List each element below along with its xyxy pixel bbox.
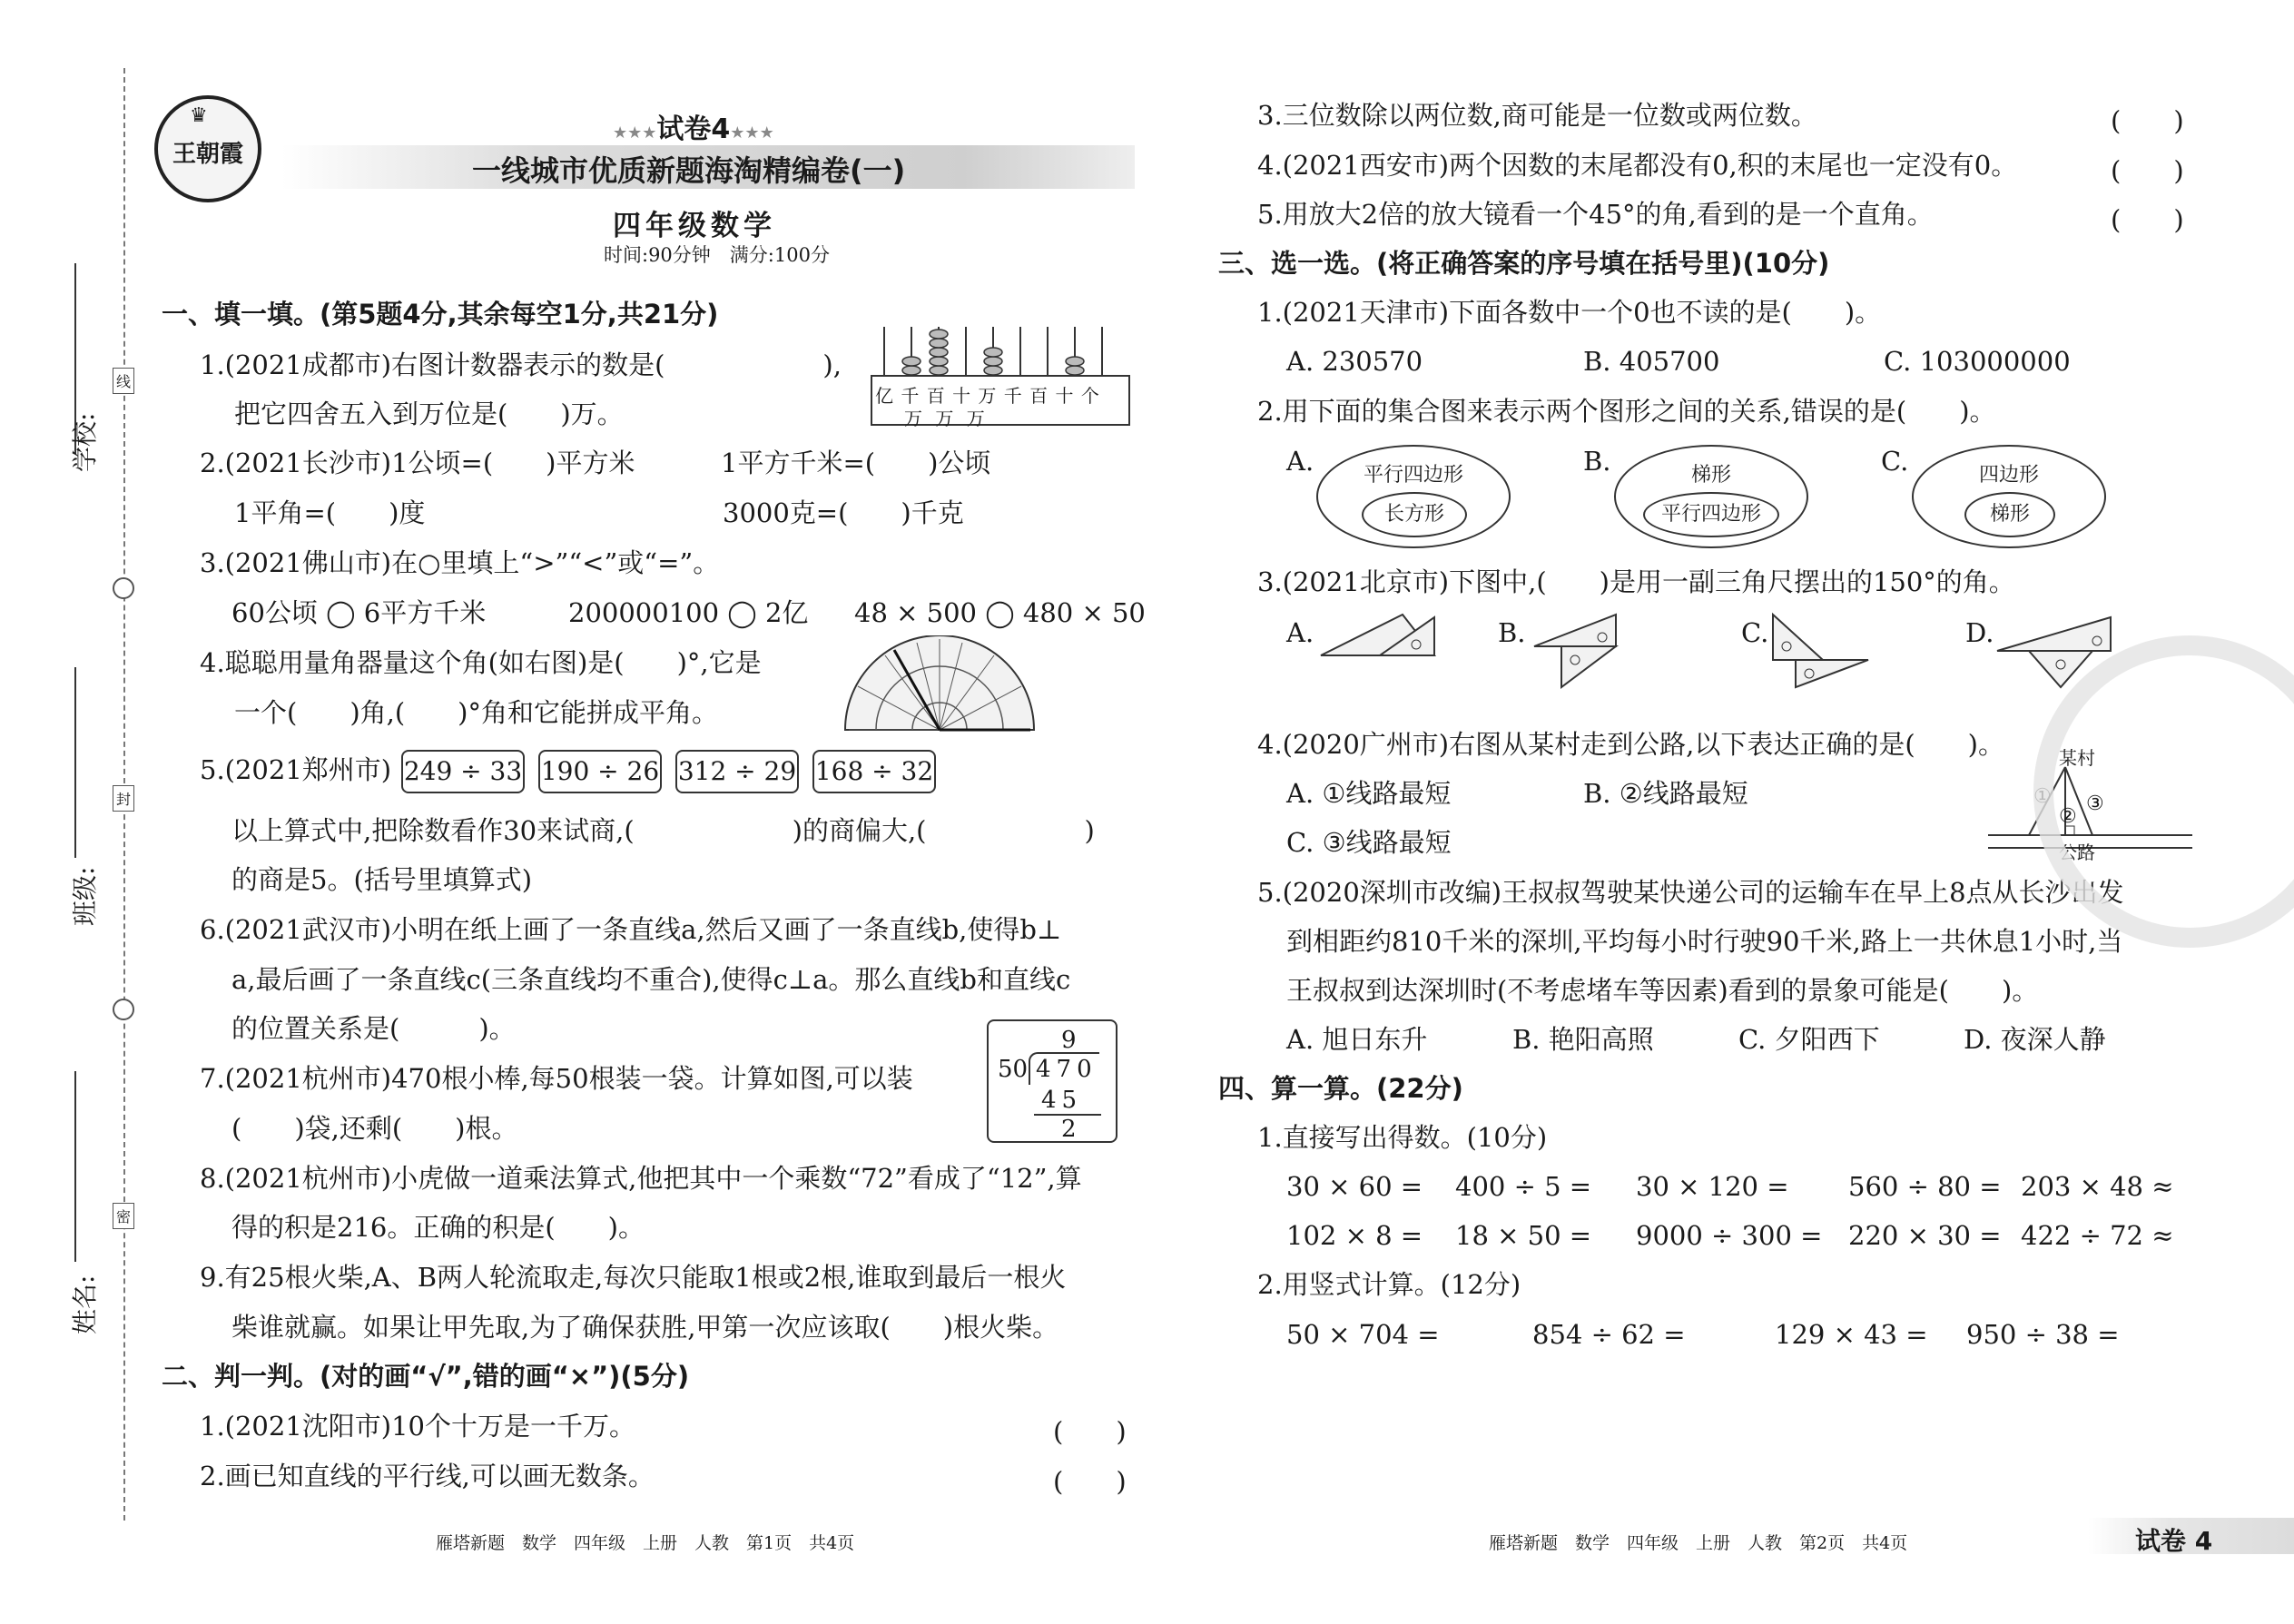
s1-q2-line2: 1平方千米=( )公顷 — [721, 448, 991, 478]
name-label: 姓名: — [70, 1275, 100, 1334]
s4-calc: 30 × 60 = — [1286, 1171, 1423, 1202]
crown-icon: ♛ — [190, 104, 208, 127]
s1-q3-item: 48 × 500 ◯ 480 × 50 — [854, 597, 1146, 628]
section4-title: 四、算一算。(22分) — [1218, 1073, 1463, 1104]
s1-q2-line3: 1平角=( )度 — [234, 497, 426, 528]
s4-calc: 129 × 43 = — [1775, 1319, 1928, 1350]
s2-q1-answer[interactable]: ( ) — [1053, 1416, 1127, 1447]
s1-q1-line2: 把它四舍五入到万位是( )万。 — [234, 399, 624, 429]
s2-q2-answer[interactable]: ( ) — [1053, 1466, 1127, 1497]
s3-q4-option[interactable]: C. ③线路最短 — [1286, 827, 1452, 858]
venn-outer-label: 梯形 — [1690, 464, 1731, 487]
s2-q4-answer[interactable]: ( ) — [2111, 155, 2184, 186]
s1-q5-box: 190 ÷ 26 — [538, 750, 662, 793]
route-label: ① — [2033, 785, 2052, 808]
s3-q1-option[interactable]: A. 230570 — [1286, 346, 1423, 377]
division-dividend: 470 — [1036, 1056, 1098, 1083]
s1-q7-line1: 7.(2021杭州市)470根小棒,每50根装一袋。计算如图,可以装 — [200, 1063, 913, 1094]
s4-calc: 50 × 704 = — [1286, 1319, 1440, 1350]
s1-q2-line4: 3000克=( )千克 — [723, 497, 964, 528]
s1-q6-line3: 的位置关系是( )。 — [231, 1013, 516, 1044]
set-square-figure-c — [1768, 610, 1886, 692]
s1-q5-box: 249 ÷ 33 — [401, 750, 525, 793]
school-label: 学校: — [70, 412, 100, 472]
venn-diagram-a — [1316, 445, 1511, 548]
venn-inner: 平行四边形 — [1643, 492, 1779, 537]
footer-right: 雁塔新题 数学 四年级 上册 人教 第2页 共4页 — [1489, 1533, 1908, 1553]
mark-seal: 封 — [113, 785, 134, 812]
protractor-svg — [840, 635, 1039, 735]
abacus-labels-top: 亿 千 百 十 万 千 百 十 个 — [875, 385, 1100, 407]
s3-q4-option[interactable]: B. ②线路最短 — [1583, 778, 1748, 809]
binding-hole-icon — [113, 999, 134, 1020]
mark-line: 线 — [113, 368, 134, 394]
s3-q1-option[interactable]: C. 103000000 — [1884, 346, 2071, 377]
s1-q7-line2: ( )袋,还剩( )根。 — [231, 1113, 518, 1144]
s1-q3-item: 200000100 ◯ 2亿 — [568, 597, 809, 628]
set-square-figure-b — [1525, 610, 1643, 692]
s4-calc: 854 ÷ 62 = — [1532, 1319, 1686, 1350]
s1-q9-line2: 柴谁就赢。如果让甲先取,为了确保获胜,甲第一次应该取( )根火柴。 — [231, 1312, 1059, 1343]
s4-part1: 1.直接写出得数。(10分) — [1257, 1122, 1548, 1153]
s2-q3: 3.三位数除以两位数,商可能是一位数或两位数。 — [1257, 100, 1817, 131]
abacus-figure — [870, 320, 1133, 428]
s3-q2-option-label[interactable]: B. — [1583, 446, 1611, 477]
class-field[interactable] — [74, 667, 76, 858]
venn-diagram-b — [1614, 445, 1808, 548]
s1-q5-line3: 的商是5。(括号里填算式) — [231, 864, 533, 895]
s1-q8-line2: 得的积是216。正确的积是( )。 — [231, 1212, 645, 1243]
set-square-figure-a — [1316, 610, 1443, 664]
s4-calc: 30 × 120 = — [1636, 1171, 1789, 1202]
s3-q5-option[interactable]: B. 艳阳高照 — [1512, 1024, 1654, 1055]
s2-q3-answer[interactable]: ( ) — [2111, 105, 2184, 136]
s4-calc: 422 ÷ 72 ≈ — [2021, 1220, 2174, 1251]
paper-tag — [613, 106, 774, 146]
s3-q5-option[interactable]: C. 夕阳西下 — [1738, 1024, 1880, 1055]
footer-tag: 试卷 4 — [2135, 1526, 2213, 1556]
s3-q5-line3: 王叔叔到达深圳时(不考虑堵车等因素)看到的景象可能是( )。 — [1286, 975, 2039, 1006]
s1-q4-line1: 4.聪聪用量角器量这个角(如右图)是( )°,它是 — [200, 647, 762, 678]
s3-q3-option-label[interactable]: A. — [1286, 617, 1314, 648]
division-remainder: 2 — [1061, 1116, 1077, 1143]
s3-q5-line1: 5.(2020深圳市改编)王叔叔驾驶某快递公司的运输车在早上8点从长沙出发 — [1257, 877, 2124, 908]
star-icon: ★★★ — [730, 123, 774, 143]
s3-q5-line2: 到相距约810千米的深圳,平均每小时行驶90千米,路上一共休息1小时,当 — [1286, 926, 2123, 957]
s3-q2-option-label[interactable]: C. — [1881, 446, 1909, 477]
protractor-figure — [840, 635, 1039, 735]
series-title: 一线城市优质新题海淘精编卷(一) — [472, 153, 906, 188]
s1-q2-line1: 2.(2021长沙市)1公顷=( )平方米 — [200, 448, 635, 478]
name-field[interactable] — [74, 1071, 76, 1262]
subject-title: 四年级数学 — [613, 210, 776, 242]
route-label: ② — [2059, 805, 2077, 828]
s4-part2: 2.用竖式计算。(12分) — [1257, 1269, 1521, 1300]
exam-info: 时间:90分钟 满分:100分 — [604, 244, 830, 266]
abacus-labels-bottom: 万 万 万 — [904, 408, 989, 429]
long-division-figure — [987, 1019, 1117, 1143]
s3-q2-option-label[interactable]: A. — [1286, 446, 1314, 477]
logo-text: 王朝霞 — [172, 141, 243, 168]
s3-q2: 2.用下面的集合图来表示两个图形之间的关系,错误的是( )。 — [1257, 396, 1996, 427]
s4-calc: 9000 ÷ 300 = — [1636, 1220, 1823, 1251]
s2-q1: 1.(2021沈阳市)10个十万是一千万。 — [200, 1411, 636, 1442]
s1-q1-line1: 1.(2021成都市)右图计数器表示的数是( ), — [200, 349, 842, 380]
s3-q5-option[interactable]: A. 旭日东升 — [1286, 1024, 1428, 1055]
venn-inner: 长方形 — [1362, 492, 1467, 537]
venn-inner: 梯形 — [1964, 492, 2055, 537]
s4-calc: 102 × 8 = — [1286, 1220, 1423, 1251]
header — [154, 95, 1144, 277]
s1-q5-label: 5.(2021郑州市) — [200, 754, 392, 785]
s2-q5: 5.用放大2倍的放大镜看一个45°的角,看到的是一个直角。 — [1257, 199, 1934, 230]
s4-calc: 203 × 48 ≈ — [2021, 1171, 2174, 1202]
s1-q6-line1: 6.(2021武汉市)小明在纸上画了一条直线a,然后又画了一条直线b,使得b⊥ — [200, 914, 1062, 945]
logo-badge — [154, 95, 261, 202]
venn-outer-label: 四边形 — [1978, 464, 2039, 487]
mark-secret: 密 — [113, 1203, 134, 1229]
s4-calc: 950 ÷ 38 = — [1966, 1319, 2120, 1350]
s3-q4: 4.(2020广州市)右图从某村走到公路,以下表达正确的是( )。 — [1257, 729, 2004, 760]
division-product: 45 — [1041, 1087, 1083, 1114]
s2-q2: 2.画已知直线的平行线,可以画无数条。 — [200, 1461, 655, 1491]
s2-q4: 4.(2021西安市)两个因数的末尾都没有0,积的末尾也一定没有0。 — [1257, 150, 2018, 181]
s1-q5-box: 168 ÷ 32 — [812, 750, 936, 793]
s1-q6-line2: a,最后画了一条直线c(三条直线均不重合),使得c⊥a。那么直线b和直线c — [231, 964, 1071, 995]
section3-title: 三、选一选。(将正确答案的序号填在括号里)(10分) — [1218, 248, 1830, 279]
venn-diagram-c — [1912, 445, 2106, 548]
s1-q3-item: 60公顷 ◯ 6平方千米 — [231, 597, 487, 628]
s3-q3-option-label[interactable]: C. — [1741, 617, 1769, 648]
route-label: ③ — [2086, 792, 2104, 815]
division-quotient: 9 — [1061, 1027, 1077, 1054]
class-label: 班级: — [70, 866, 100, 926]
venn-outer-label: 平行四边形 — [1363, 464, 1463, 487]
s3-q4-option[interactable]: A. ①线路最短 — [1286, 778, 1452, 809]
s4-calc: 400 ÷ 5 = — [1455, 1171, 1592, 1202]
s2-q5-answer[interactable]: ( ) — [2111, 204, 2184, 235]
s4-calc: 220 × 30 = — [1848, 1220, 2002, 1251]
division-divisor: 50 — [998, 1056, 1029, 1083]
s1-q4-line2: 一个( )角,( )°角和它能拼成平角。 — [234, 697, 718, 728]
s1-q8-line1: 8.(2021杭州市)小虎做一道乘法算式,他把其中一个乘数“72”看成了“12”,算 — [200, 1163, 1082, 1194]
s1-q3-line1: 3.(2021佛山市)在○里填上“>”“<”或“=”。 — [200, 547, 720, 578]
road-label: 公路 — [2059, 842, 2095, 863]
s3-q3-option-label[interactable]: B. — [1498, 617, 1526, 648]
s4-calc: 18 × 50 = — [1455, 1220, 1592, 1251]
paper-tag-label: 试卷4 — [656, 113, 731, 145]
section2-title: 二、判一判。(对的画“√”,错的画“×”)(5分) — [162, 1361, 690, 1392]
s1-q9-line1: 9.有25根火柴,A、B两人轮流取走,每次只能取1根或2根,谁取到最后一根火 — [200, 1262, 1067, 1293]
binding-strip — [0, 0, 145, 1624]
star-icon: ★★★ — [613, 123, 657, 143]
s4-calc: 560 ÷ 80 = — [1848, 1171, 2002, 1202]
s3-q5-option[interactable]: D. 夜深人静 — [1964, 1024, 2106, 1055]
village-label: 某村 — [2059, 747, 2095, 769]
s3-q3: 3.(2021北京市)下图中,( )是用一副三角尺摆出的150°的角。 — [1257, 566, 2015, 597]
s3-q3-option-label[interactable]: D. — [1965, 617, 1994, 648]
footer-left: 雁塔新题 数学 四年级 上册 人教 第1页 共4页 — [436, 1533, 855, 1553]
s1-q5-box: 312 ÷ 29 — [675, 750, 799, 793]
section1-title: 一、填一填。(第5题4分,其余每空1分,共21分) — [162, 299, 719, 330]
binding-hole-icon — [113, 577, 134, 599]
s3-q1-option[interactable]: B. 405700 — [1583, 346, 1720, 377]
s3-q1: 1.(2021天津市)下面各数中一个0也不读的是( )。 — [1257, 297, 1882, 328]
s1-q5-line2: 以上算式中,把除数看作30来试商,( )的商偏大,( ) — [231, 815, 1095, 846]
